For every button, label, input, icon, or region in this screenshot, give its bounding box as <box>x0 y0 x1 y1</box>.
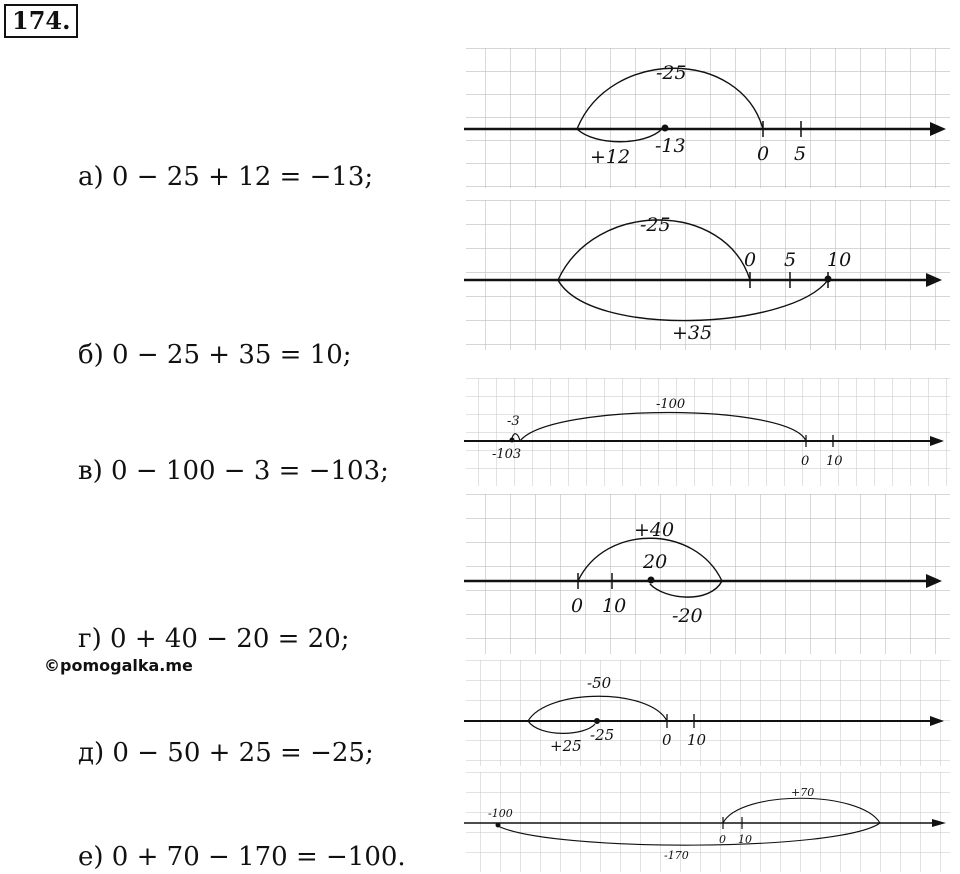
label-arc1: -25 <box>656 62 687 84</box>
equation-e: д) 0 − 50 + 25 = −25; <box>78 738 374 768</box>
label-ten: 10 <box>826 454 843 469</box>
label-ten: 10 <box>738 833 752 846</box>
label-arc1: +70 <box>791 786 815 799</box>
equation-f: е) 0 + 70 − 170 = −100. <box>78 842 406 872</box>
label-zero: 0 <box>662 731 672 749</box>
label-arc2: -20 <box>672 605 703 627</box>
watermark: ©pomogalka.me <box>44 656 193 675</box>
grid <box>466 494 950 654</box>
number-line-e <box>460 660 956 766</box>
label-ten: 10 <box>602 595 627 617</box>
label-arc1: -100 <box>656 397 686 412</box>
result-point <box>825 276 832 283</box>
label-arc1: -50 <box>587 674 612 692</box>
label-ten: 10 <box>687 731 707 749</box>
number-line-b <box>460 200 956 350</box>
number-line-d <box>460 494 956 654</box>
equation-c: в) 0 − 100 − 3 = −103; <box>78 456 389 486</box>
label-arc2: +25 <box>550 737 582 755</box>
number-line-a <box>460 48 956 188</box>
label-result: -13 <box>655 135 686 157</box>
label-zero: 0 <box>719 833 726 846</box>
result-point <box>594 718 600 724</box>
label-arc2: +35 <box>672 322 713 344</box>
label-five: 5 <box>794 143 807 165</box>
label-zero: 0 <box>571 595 584 617</box>
label-zero: 0 <box>801 454 810 469</box>
equation-b: б) 0 − 25 + 35 = 10; <box>78 340 352 370</box>
grid <box>466 772 950 872</box>
result-point <box>648 577 655 584</box>
label-result: 20 <box>643 551 668 573</box>
label-five: 5 <box>784 249 797 271</box>
equation-d: г) 0 + 40 − 20 = 20; <box>78 624 350 654</box>
equation-a: а) 0 − 25 + 12 = −13; <box>78 162 374 192</box>
result-point <box>662 125 669 132</box>
grid <box>466 378 950 486</box>
label-zero: 0 <box>757 143 770 165</box>
result-point <box>496 823 501 828</box>
label-zero: 0 <box>744 249 757 271</box>
label-arc1: -25 <box>640 214 671 236</box>
grid <box>466 48 950 188</box>
number-line-c <box>460 378 956 486</box>
label-arc1: +40 <box>634 519 675 541</box>
problem-number: 174. <box>4 4 78 38</box>
label-result: -103 <box>492 447 522 462</box>
label-arc2: -170 <box>664 849 689 862</box>
number-line-f <box>460 772 956 872</box>
grid <box>466 660 950 766</box>
result-point <box>510 438 515 443</box>
label-result: -25 <box>590 726 615 744</box>
label-ten: 10 <box>827 249 852 271</box>
label-arc2: -3 <box>507 414 520 429</box>
label-result: -100 <box>488 807 513 820</box>
label-arc2: +12 <box>590 146 631 168</box>
